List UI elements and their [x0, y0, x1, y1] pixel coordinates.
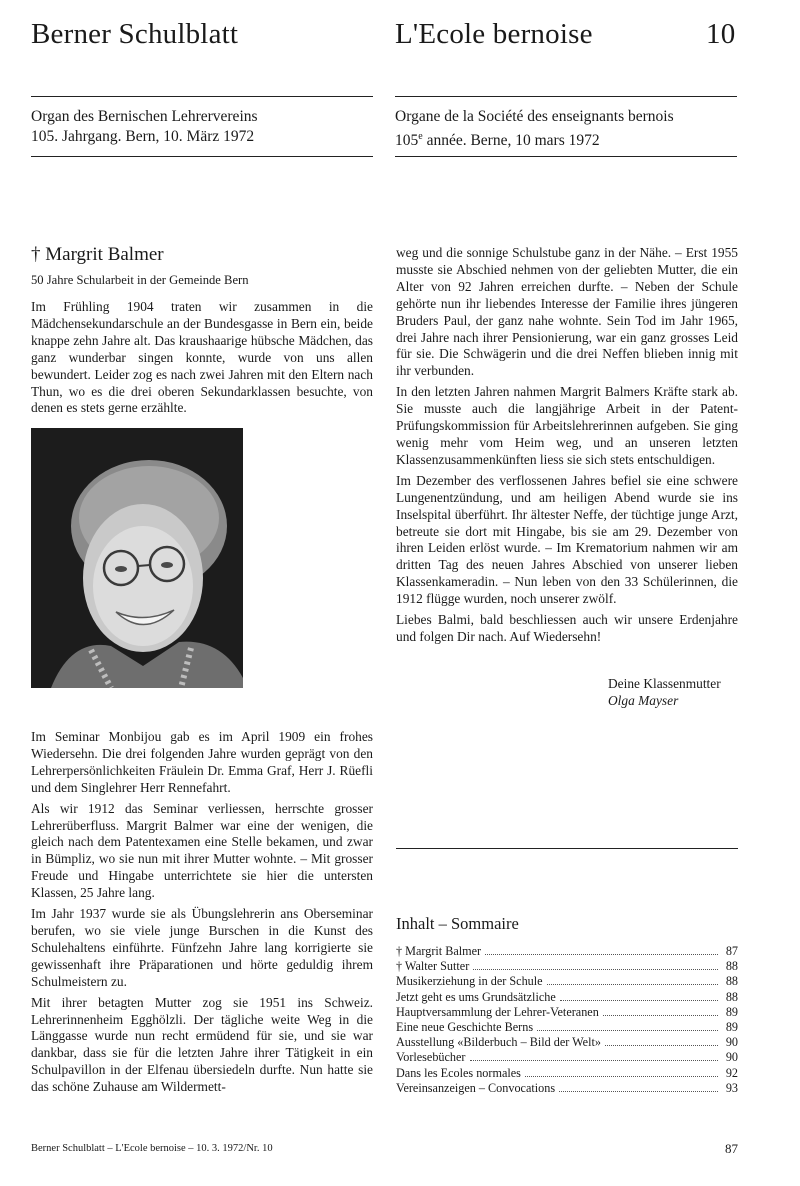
toc-entry[interactable]: Jetzt geht es ums Grundsätzliche 88 — [396, 989, 738, 1004]
masthead-title-de: Berner Schulblatt — [31, 18, 239, 50]
paragraph: Im Dezember des verflossenen Jahres befiel sie eine schwere Lungenentzündung, und am heiligen Abend wurde sie ins Inselspital überführt. Ihr ältester Neffe, der tüchtige junge Arzt, betreute sie dort mit Hingabe, bis sie am 29. Dezember von ihren Leiden erlöst wurde. – Im Krematorium nahmen wir am dritten Tag des neuen Jahres Abschied von unserer lieben Klassenkameradin. – Nun leben von den 33 Schülerinnen, die 1912 flügge wurden, noch unserer zwölf. — [396, 472, 738, 607]
subheader-de — [31, 107, 258, 147]
issue-number: 10 — [706, 18, 736, 50]
toc-entry[interactable]: Musikerziehung in der Schule 88 — [396, 974, 738, 989]
divider — [396, 848, 738, 849]
toc-entry[interactable]: Ausstellung «Bilderbuch – Bild der Welt» 90 — [396, 1035, 738, 1050]
subheader-fr-organ: Organe de la Société des enseignants bernois — [395, 108, 674, 125]
toc-entry[interactable]: † Margrit Balmer 87 — [396, 944, 738, 958]
toc-entry[interactable]: Vereinsanzeigen – Convocations 93 — [396, 1080, 738, 1095]
signature — [608, 676, 721, 710]
subheader-fr-date: 105e année. Berne, 10 mars 1972 — [395, 131, 600, 150]
toc-entry[interactable]: Hauptversammlung der Lehrer-Veteranen 89 — [396, 1004, 738, 1019]
masthead-title-fr: L'Ecole bernoise — [395, 18, 593, 50]
divider — [31, 96, 373, 97]
article-left-bottom — [31, 729, 373, 1100]
portrait-illustration — [31, 428, 243, 688]
article-right — [396, 245, 738, 650]
paragraph: Im Seminar Monbijou gab es im April 1909 ein frohes Wiedersehn. Die drei folgenden Jahre wurden geprägt von den Lehrerpersönlichkeiten Fräulein Dr. Emma Graf, Herr J. Rüefli und dem Singlehrer Herr Rennefahrt. — [31, 729, 373, 795]
divider — [31, 156, 373, 157]
paragraph: weg und die sonnige Schulstube ganz in der Nähe. – Erst 1955 musste sie Abschied nehmen von der geliebten Mutter, die ein Alter von 92 Jahren erreichen durfte. – Neben der Schule gehörte nun ihr liebendes Interesse der Familie ihres jüngeren Bruders Paul, der ganz nahe wohnte. Sein Tod im Jahr 1965, drei Jahre nach ihrer Pensionierung, war ein ganz grosses Leid für sie. Die Schwägerin und die drei Neffen blieben innig mit ihr verbunden. — [396, 245, 738, 379]
article-subtitle: 50 Jahre Schularbeit in der Gemeinde Bern — [31, 273, 249, 287]
page-number: 87 — [725, 1141, 738, 1156]
subheader-de-organ: Organ des Bernischen Lehrervereins — [31, 108, 258, 125]
table-of-contents — [396, 944, 738, 1096]
signature-name: Olga Mayser — [608, 692, 679, 708]
paragraph: Mit ihrer betagten Mutter zog sie 1951 ins Schweiz. Lehrerinnenheim Egghölzli. Der tägliche weite Weg in die Länggasse wurde nun recht ermüdend für sie, und sie war dankbar, dass sie für die letzten Jahre ihrer Tätigkeit in ein Schulpavillon in der Elfenau übersiedeln durfte. Nun hatte sie das schöne Zuhause am Wildermett- — [31, 994, 373, 1095]
subheader-fr — [395, 107, 674, 151]
toc-entry[interactable]: † Walter Sutter 88 — [396, 959, 738, 974]
paragraph: Im Frühling 1904 traten wir zusammen in die Mädchensekundarschule an der Bundesgasse in Bern ein, beide knappe zehn Jahre alt. Das kraushaarige hübsche Mädchen, das ganz wunderbar singen konnte, wurde von uns allen bewundert. Leider zog es nach zwei Jahren mit den Eltern nach Thun, wo es die drei oberen Sekundarklassen besuchte, von denen es stets gerne erzählte. — [31, 299, 373, 416]
toc-entry[interactable]: Eine neue Geschichte Berns 89 — [396, 1019, 738, 1034]
divider — [395, 96, 737, 97]
paragraph: Liebes Balmi, bald beschliessen auch wir unsere Erdenjahre und folgen Dir nach. Auf Wiedersehn! — [396, 612, 738, 644]
paragraph: In den letzten Jahren nahmen Margrit Balmers Kräfte stark ab. Sie musste auch die langjährige Arbeit in der Patent-Prüfungskommission für Arbeitslehrerinnen aufgeben. Sie ging wenig mehr vom Heim weg, und an unseren letzten Klassenzusammenkünften liess sie sich stets entschuldigen. — [396, 384, 738, 467]
article-title: † Margrit Balmer — [31, 244, 164, 265]
paragraph: Als wir 1912 das Seminar verliessen, herrschte grosser Lehrerüberfluss. Margrit Balmer war eine der wenigen, die gleich nach dem Patentexamen eine Stelle bekamen, und zwar in Bümpliz, wo sie nun mit ihrer Mutter wohnte. – Mit grosser Freude und Hingabe unterrichtete sie hier die untersten Klassen, 25 Jahre lang. — [31, 800, 373, 901]
signature-line: Deine Klassenmutter — [608, 676, 721, 691]
toc-heading: Inhalt – Sommaire — [396, 914, 519, 933]
subheader-de-date: 105. Jahrgang. Bern, 10. März 1972 — [31, 128, 255, 145]
portrait-photo — [31, 428, 243, 688]
article-left-top — [31, 299, 373, 421]
toc-entry[interactable]: Vorlesebücher 90 — [396, 1050, 738, 1065]
toc-entry[interactable]: Dans les Ecoles normales 92 — [396, 1065, 738, 1080]
paragraph: Im Jahr 1937 wurde sie als Übungslehrerin ans Oberseminar berufen, wo sie viele junge Burschen in die Kunst des Schulehaltens einführte. Fünfzehn Jahre lang korrigierte sie gewissenhaft ihre Präparationen und hörte geduldig ihrem Schulmeistern zu. — [31, 906, 373, 989]
divider — [395, 156, 737, 157]
footer-citation: Berner Schulblatt – L'Ecole bernoise – 10. 3. 1972/Nr. 10 — [31, 1143, 273, 1154]
